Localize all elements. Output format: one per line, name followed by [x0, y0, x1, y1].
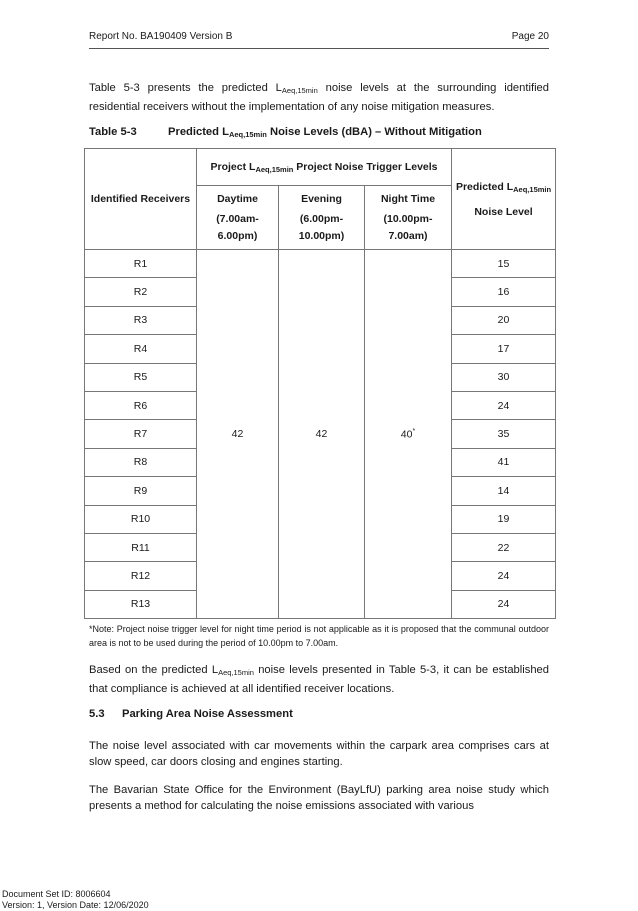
predicted-level-cell: 20	[452, 306, 556, 334]
evening-trigger-level: 42	[279, 250, 365, 619]
page-number: Page 20	[511, 31, 549, 42]
bavarian-paragraph: The Bavarian State Office for the Environment (BayLfU) parking area noise study which presents a method for calculating the noise emissions associated with various	[89, 784, 549, 812]
table-row	[85, 250, 556, 278]
receiver-cell: R5	[85, 363, 197, 391]
receiver-cell: R11	[85, 533, 197, 561]
page-header	[89, 31, 549, 49]
table-note: *Note: Project noise trigger level for night time period is not applicable as it is proposed that the communal outdoor area is not to be used during the period of 10.00pm to 7.00am.	[89, 624, 549, 648]
receiver-cell: R13	[85, 590, 197, 618]
document-set-id: Document Set ID: 8006604	[2, 889, 111, 899]
receiver-cell: R3	[85, 306, 197, 334]
predicted-level-cell: 24	[452, 562, 556, 590]
receiver-cell: R4	[85, 335, 197, 363]
receivers-column-header: Identified Receivers	[85, 149, 197, 250]
predicted-level-cell: 22	[452, 533, 556, 561]
receiver-cell: R9	[85, 477, 197, 505]
trigger-levels-header: Project $L_{Aeq,15min}$ Project Noise Trigger Levels	[197, 149, 452, 186]
daytime-header: Daytime (7.00am-6.00pm)	[197, 186, 279, 250]
receiver-cell: R1	[85, 250, 197, 278]
predicted-level-cell: 35	[452, 420, 556, 448]
predicted-level-cell: 24	[452, 391, 556, 419]
receiver-cell: R6	[85, 391, 197, 419]
version-info: Version: 1, Version Date: 12/06/2020	[2, 900, 149, 910]
receiver-cell: R7	[85, 420, 197, 448]
predicted-level-cell: 41	[452, 448, 556, 476]
night-footnote-mark: *	[412, 427, 416, 435]
night-time-header: Night Time (10.00pm-7.00am)	[365, 186, 452, 250]
predicted-level-cell: 14	[452, 477, 556, 505]
receiver-cell: R12	[85, 562, 197, 590]
predicted-level-cell: 16	[452, 278, 556, 306]
carpark-paragraph: The noise level associated with car movements within the carpark area comprises cars at slow speed, car doors closing and engines starting.	[89, 740, 549, 768]
report-number: Report No. BA190409 Version B	[89, 31, 233, 42]
evening-header: Evening (6.00pm-10.00pm)	[279, 186, 365, 250]
intro-paragraph: Table 5-3 presents the predicted $L_{Aeq,15min}$ noise levels at the surrounding identified residential receivers without the implementation of any noise mitigation measures.	[89, 82, 549, 113]
predicted-level-cell: 19	[452, 505, 556, 533]
section-number: 5.3	[89, 708, 105, 720]
receiver-cell: R10	[85, 505, 197, 533]
receiver-cell: R2	[85, 278, 197, 306]
table-caption: Table 5-3 Predicted $L_{Aeq,15min}$ Noise Levels (dBA) – Without Mitigation	[89, 126, 482, 139]
night-trigger-level: 40*	[365, 250, 452, 619]
predicted-level-cell: 17	[452, 335, 556, 363]
noise-levels-table	[84, 148, 556, 619]
compliance-paragraph: Based on the predicted $L_{Aeq,15min}$ noise levels presented in Table 5-3, it can be established that compliance is achieved at all identified receiver locations.	[89, 664, 550, 695]
predicted-level-cell: 24	[452, 590, 556, 618]
predicted-level-header: Predicted $L_{Aeq,15min}$ Noise Level	[452, 149, 556, 250]
predicted-level-cell: 15	[452, 250, 556, 278]
section-heading	[89, 708, 293, 720]
table-number: Table 5-3	[89, 126, 137, 138]
receiver-cell: R8	[85, 448, 197, 476]
section-title: Parking Area Noise Assessment	[122, 708, 293, 720]
predicted-level-cell: 30	[452, 363, 556, 391]
daytime-trigger-level: 42	[197, 250, 279, 619]
